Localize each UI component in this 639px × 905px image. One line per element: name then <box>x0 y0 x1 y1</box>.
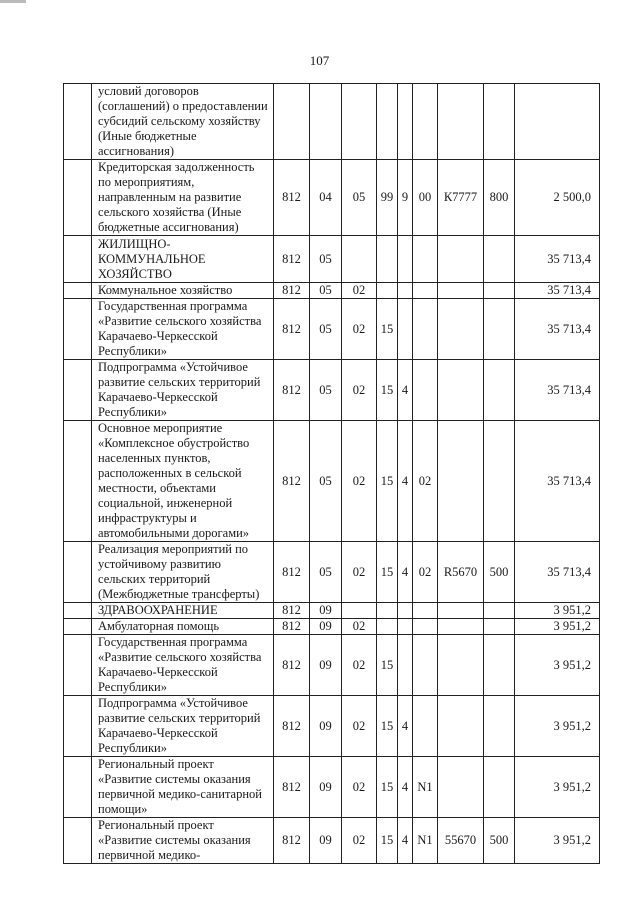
table-row <box>64 160 600 236</box>
row-index-cell <box>64 283 92 299</box>
code-cell-p3 <box>413 635 438 696</box>
row-index-cell <box>64 619 92 635</box>
code-cell-p3 <box>413 84 438 160</box>
amount-cell: 3 951,2 <box>515 757 600 818</box>
row-index-cell <box>64 696 92 757</box>
code-cell-p1: 15 <box>377 818 398 864</box>
code-cell-vr <box>484 757 515 818</box>
code-cell-rz: 05 <box>310 299 342 360</box>
code-cell-p3: 02 <box>413 542 438 603</box>
code-cell-p4 <box>438 299 484 360</box>
code-cell-p1: 15 <box>377 696 398 757</box>
code-cell-p1: 15 <box>377 421 398 542</box>
code-cell-vr <box>484 696 515 757</box>
code-cell-rz: 05 <box>310 542 342 603</box>
row-name-cell: Основное мероприятие «Комплексное обустройство населенных пунктов, расположенных в сельской местности, объектами социальной, инженерной инфраструктуры и автомобильными дорогами» <box>92 421 274 542</box>
table-row <box>64 603 600 619</box>
code-cell-rz <box>310 84 342 160</box>
amount-cell: 35 713,4 <box>515 421 600 542</box>
amount-cell <box>515 84 600 160</box>
code-cell-vr <box>484 603 515 619</box>
amount-cell: 35 713,4 <box>515 542 600 603</box>
budget-table <box>63 83 600 864</box>
code-cell-grbs: 812 <box>274 160 310 236</box>
code-cell-pr: 02 <box>342 635 377 696</box>
code-cell-vr <box>484 84 515 160</box>
amount-cell: 35 713,4 <box>515 236 600 283</box>
row-index-cell <box>64 84 92 160</box>
code-cell-p2 <box>398 619 413 635</box>
code-cell-p3 <box>413 619 438 635</box>
code-cell-p2 <box>398 84 413 160</box>
code-cell-grbs: 812 <box>274 299 310 360</box>
code-cell-vr <box>484 635 515 696</box>
row-index-cell <box>64 542 92 603</box>
code-cell-vr: 500 <box>484 542 515 603</box>
code-cell-rz: 09 <box>310 603 342 619</box>
code-cell-p2: 4 <box>398 421 413 542</box>
row-name-cell: Коммунальное хозяйство <box>92 283 274 299</box>
code-cell-pr: 02 <box>342 283 377 299</box>
row-name-cell: Кредиторская задолженность по мероприятиям, направленным на развитие сельского хозяйства (Иные бюджетные ассигнования) <box>92 160 274 236</box>
code-cell-rz: 09 <box>310 635 342 696</box>
code-cell-p1 <box>377 283 398 299</box>
table-row <box>64 236 600 283</box>
code-cell-p1 <box>377 619 398 635</box>
row-index-cell <box>64 818 92 864</box>
code-cell-p3 <box>413 299 438 360</box>
code-cell-p4 <box>438 421 484 542</box>
code-cell-p3 <box>413 603 438 619</box>
code-cell-pr: 02 <box>342 542 377 603</box>
row-index-cell <box>64 160 92 236</box>
table-row <box>64 619 600 635</box>
row-index-cell <box>64 360 92 421</box>
code-cell-p2 <box>398 299 413 360</box>
row-name-cell: Региональный проект «Развитие системы оказания первичной медико- <box>92 818 274 864</box>
table-row <box>64 696 600 757</box>
row-name-cell: Реализация мероприятий по устойчивому развитию сельских территорий (Межбюджетные трансферты) <box>92 542 274 603</box>
amount-cell: 35 713,4 <box>515 283 600 299</box>
code-cell-rz: 09 <box>310 696 342 757</box>
code-cell-rz: 05 <box>310 283 342 299</box>
code-cell-p3: N1 <box>413 757 438 818</box>
amount-cell: 2 500,0 <box>515 160 600 236</box>
code-cell-p1 <box>377 603 398 619</box>
code-cell-grbs: 812 <box>274 542 310 603</box>
code-cell-p2: 4 <box>398 818 413 864</box>
code-cell-vr <box>484 283 515 299</box>
row-index-cell <box>64 603 92 619</box>
code-cell-vr <box>484 236 515 283</box>
row-index-cell <box>64 236 92 283</box>
code-cell-rz: 09 <box>310 757 342 818</box>
code-cell-p1 <box>377 84 398 160</box>
code-cell-grbs: 812 <box>274 603 310 619</box>
code-cell-p2: 4 <box>398 757 413 818</box>
code-cell-p3 <box>413 360 438 421</box>
amount-cell: 3 951,2 <box>515 635 600 696</box>
code-cell-p4 <box>438 635 484 696</box>
row-name-cell: ЖИЛИЩНО-КОММУНАЛЬНОЕ ХОЗЯЙСТВО <box>92 236 274 283</box>
code-cell-grbs: 812 <box>274 236 310 283</box>
row-name-cell: условий договоров (соглашений) о предоставлении субсидий сельскому хозяйству (Иные бюджетные ассигнования) <box>92 84 274 160</box>
page-number: 107 <box>309 53 330 68</box>
code-cell-vr <box>484 299 515 360</box>
amount-cell: 3 951,2 <box>515 818 600 864</box>
code-cell-p1: 15 <box>377 360 398 421</box>
code-cell-p4 <box>438 757 484 818</box>
code-cell-pr: 02 <box>342 360 377 421</box>
row-index-cell <box>64 299 92 360</box>
amount-cell: 3 951,2 <box>515 603 600 619</box>
code-cell-pr: 02 <box>342 696 377 757</box>
code-cell-vr <box>484 360 515 421</box>
table-row <box>64 283 600 299</box>
row-index-cell <box>64 635 92 696</box>
code-cell-p4 <box>438 696 484 757</box>
code-cell-p4 <box>438 84 484 160</box>
code-cell-rz: 09 <box>310 818 342 864</box>
code-cell-pr: 02 <box>342 619 377 635</box>
table-row <box>64 635 600 696</box>
code-cell-pr <box>342 84 377 160</box>
table-row <box>64 360 600 421</box>
code-cell-p2 <box>398 236 413 283</box>
row-name-cell: Подпрограмма «Устойчивое развитие сельских территорий Карачаево-Черкесской Республики» <box>92 360 274 421</box>
code-cell-pr: 02 <box>342 757 377 818</box>
code-cell-grbs: 812 <box>274 360 310 421</box>
amount-cell: 3 951,2 <box>515 619 600 635</box>
code-cell-pr: 02 <box>342 299 377 360</box>
code-cell-pr: 02 <box>342 818 377 864</box>
table-row <box>64 757 600 818</box>
code-cell-p1: 15 <box>377 299 398 360</box>
amount-cell: 3 951,2 <box>515 696 600 757</box>
code-cell-p1: 15 <box>377 635 398 696</box>
code-cell-p3: 00 <box>413 160 438 236</box>
row-name-cell: Амбулаторная помощь <box>92 619 274 635</box>
code-cell-grbs: 812 <box>274 421 310 542</box>
code-cell-p4 <box>438 603 484 619</box>
code-cell-p3: N1 <box>413 818 438 864</box>
code-cell-p3: 02 <box>413 421 438 542</box>
code-cell-pr <box>342 603 377 619</box>
scan-edge-mark <box>0 0 26 3</box>
code-cell-pr: 02 <box>342 421 377 542</box>
row-name-cell: Региональный проект «Развитие системы оказания первичной медико-санитарной помощи» <box>92 757 274 818</box>
amount-cell: 35 713,4 <box>515 360 600 421</box>
row-name-cell: Подпрограмма «Устойчивое развитие сельских территорий Карачаево-Черкесской Республики» <box>92 696 274 757</box>
code-cell-p1: 15 <box>377 542 398 603</box>
code-cell-rz: 05 <box>310 236 342 283</box>
row-index-cell <box>64 421 92 542</box>
code-cell-pr <box>342 236 377 283</box>
code-cell-pr: 05 <box>342 160 377 236</box>
code-cell-rz: 09 <box>310 619 342 635</box>
row-name-cell: ЗДРАВООХРАНЕНИЕ <box>92 603 274 619</box>
code-cell-p2 <box>398 283 413 299</box>
table-row <box>64 84 600 160</box>
code-cell-rz: 05 <box>310 360 342 421</box>
code-cell-p4: R5670 <box>438 542 484 603</box>
code-cell-p4: К7777 <box>438 160 484 236</box>
row-name-cell: Государственная программа «Развитие сельского хозяйства Карачаево-Черкесской Республики» <box>92 299 274 360</box>
table-row <box>64 299 600 360</box>
code-cell-p1 <box>377 236 398 283</box>
code-cell-p1: 15 <box>377 757 398 818</box>
code-cell-vr: 800 <box>484 160 515 236</box>
code-cell-grbs: 812 <box>274 818 310 864</box>
code-cell-grbs: 812 <box>274 696 310 757</box>
row-name-cell: Государственная программа «Развитие сельского хозяйства Карачаево-Черкесской Республики» <box>92 635 274 696</box>
code-cell-p3 <box>413 283 438 299</box>
code-cell-p3 <box>413 696 438 757</box>
code-cell-grbs: 812 <box>274 635 310 696</box>
code-cell-p4 <box>438 619 484 635</box>
code-cell-grbs: 812 <box>274 283 310 299</box>
code-cell-rz: 04 <box>310 160 342 236</box>
table-row <box>64 421 600 542</box>
code-cell-vr: 500 <box>484 818 515 864</box>
code-cell-p2: 9 <box>398 160 413 236</box>
code-cell-grbs <box>274 84 310 160</box>
code-cell-vr <box>484 421 515 542</box>
code-cell-p2: 4 <box>398 696 413 757</box>
code-cell-p1: 99 <box>377 160 398 236</box>
code-cell-p2: 4 <box>398 542 413 603</box>
code-cell-p3 <box>413 236 438 283</box>
code-cell-p4 <box>438 236 484 283</box>
code-cell-grbs: 812 <box>274 619 310 635</box>
row-index-cell <box>64 757 92 818</box>
code-cell-rz: 05 <box>310 421 342 542</box>
code-cell-vr <box>484 619 515 635</box>
code-cell-p4 <box>438 360 484 421</box>
code-cell-p2 <box>398 603 413 619</box>
code-cell-p4: 55670 <box>438 818 484 864</box>
code-cell-p4 <box>438 283 484 299</box>
table-row <box>64 542 600 603</box>
code-cell-p2: 4 <box>398 360 413 421</box>
code-cell-grbs: 812 <box>274 757 310 818</box>
table-row <box>64 818 600 864</box>
code-cell-p2 <box>398 635 413 696</box>
amount-cell: 35 713,4 <box>515 299 600 360</box>
